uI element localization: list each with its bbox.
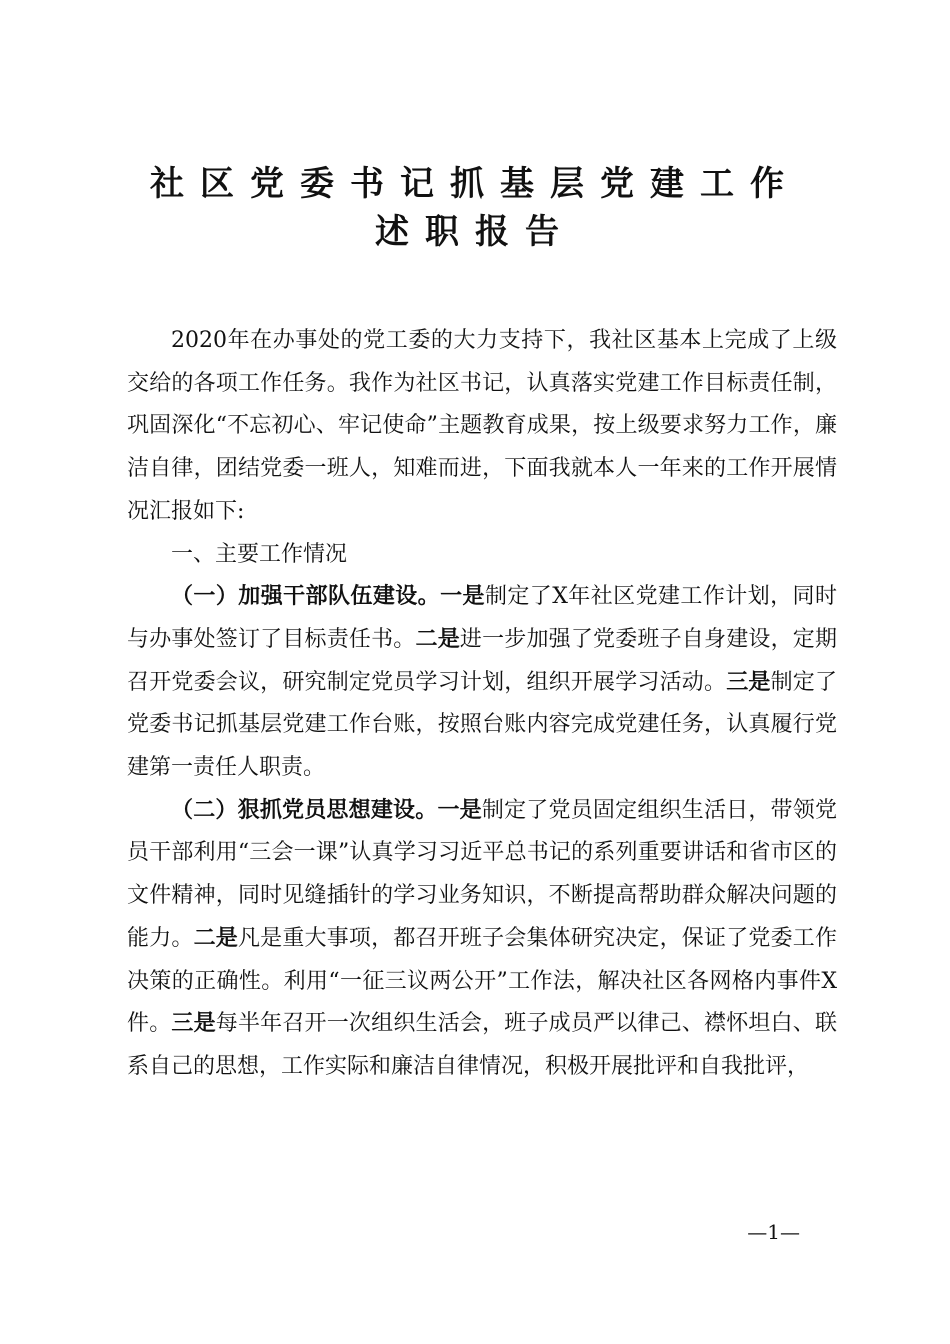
section-heading-main-work: 一、主要工作情况 <box>171 541 348 567</box>
subsection-2-text-3: 每半年召开一次组织生活会，班子成员严以律己、襟怀坦白、联系自己的思想，工作实际和廉洁自律情况，积极开展批评和自我批评， <box>127 1011 837 1079</box>
subsection-2-text-1: 制定了党员固定组织生活日，带领党员干部利用“三会一课”认真学习习近平总书记的系列重要讲话和省市区的文件精神，同时见缝插针的学习业务知识，不断提高帮助群众解决问题的能力。 <box>127 797 837 951</box>
title-line-2: 述职报告 <box>375 212 575 252</box>
subsection-1-label-3: 三是 <box>726 669 771 695</box>
document-body <box>127 320 837 1089</box>
subsection-2-paragraph <box>127 790 837 1089</box>
page-number: —1— <box>747 1220 800 1244</box>
subsection-1-heading: （一）加强干部队伍建设。 <box>171 584 441 610</box>
subsection-2-text-2: 凡是重大事项，都召开班子会集体研究决定，保证了党委工作决策的正确性。利用“一征三议两公开”工作法，解决社区各网格内事件X件。 <box>127 925 837 1037</box>
subsection-1-label-2: 二是 <box>415 626 460 652</box>
subsection-1-paragraph <box>127 576 837 790</box>
subsection-1-label-1: 一是 <box>440 584 485 610</box>
subsection-2-label-2: 二是 <box>193 925 238 951</box>
subsection-1-text-3: 制定了党委书记抓基层党建工作台账，按照台账内容完成党建任务，认真履行党建第一责任人职责。 <box>127 669 837 781</box>
subsection-2-heading: （二）狠抓党员思想建设。 <box>171 797 438 823</box>
subsection-1-text-1: 制定了X年社区党建工作计划，同时与办事处签订了目标责任书。 <box>127 584 837 652</box>
title-line-1: 社区党委书记抓基层党建工作 <box>150 164 800 204</box>
intro-paragraph: 2020年在办事处的党工委的大力支持下，我社区基本上完成了上级交给的各项工作任务。我作为社区书记，认真落实党建工作目标责任制，巩固深化“不忘初心、牢记使命”主题教育成果，按上级要求努力工作，廉洁自律，团结党委一班人，知难而进，下面我就本人一年来的工作开展情况汇报如下: <box>127 328 837 524</box>
document-title <box>0 160 950 256</box>
subsection-1-text-2: 进一步加强了党委班子自身建设，定期召开党委会议，研究制定党员学习计划，组织开展学习活动。 <box>127 626 837 695</box>
subsection-2-label-3: 三是 <box>171 1011 216 1037</box>
subsection-2-label-1: 一是 <box>437 797 482 823</box>
